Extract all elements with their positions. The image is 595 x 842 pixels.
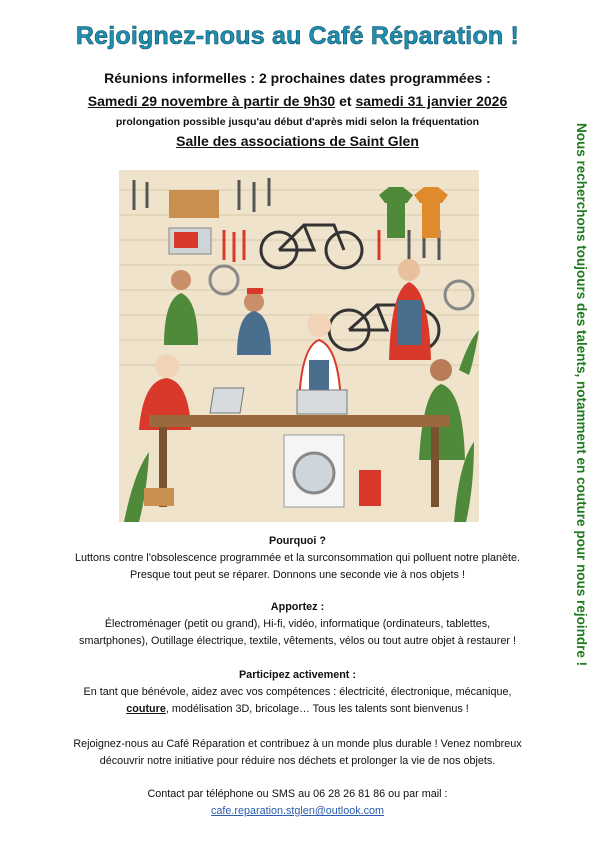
date-2: samedi 31 janvier 2026	[355, 93, 508, 109]
join-line-2: découvrir notre initiative pour réduire nos déchets et prolonger la vie de nos objets.	[99, 755, 496, 767]
venue: Salle des associations de Saint Glen	[176, 133, 419, 149]
join-section	[0, 736, 595, 770]
why-line-2: Presque tout peut se réparer. Donnons une seconde vie à nos objets !	[130, 569, 465, 581]
contact-section	[0, 786, 595, 820]
subtitle: Réunions informelles : 2 prochaines dates programmées :	[104, 70, 491, 86]
participate-line-2-rest: , modélisation 3D, bricolage… Tous les talents sont bienvenus !	[165, 703, 469, 715]
date-1: Samedi 29 novembre à partir de 9h30	[87, 93, 336, 109]
contact-line: Contact par téléphone ou SMS au 06 28 26 81 86 ou par mail :	[147, 788, 448, 800]
extension-note: prolongation possible jusqu'au début d'après midi selon la fréquentation	[115, 116, 480, 128]
bring-heading: Apportez :	[270, 601, 325, 613]
email-link[interactable]: cafe.reparation.stglen@outlook.com	[210, 805, 384, 817]
talent-recruitment-note: Nous recherchons toujours des talents, notamment en couture pour nous rejoindre !	[574, 123, 589, 667]
participate-heading: Participez activement :	[238, 669, 356, 681]
couture-highlight: couture	[126, 703, 166, 715]
why-section	[0, 533, 595, 584]
bring-section	[0, 599, 595, 650]
repair-cafe-illustration	[119, 170, 479, 522]
participate-section	[0, 667, 595, 718]
why-heading: Pourquoi ?	[269, 535, 326, 547]
dates-line	[0, 93, 595, 109]
why-line-1: Luttons contre l'obsolescence programmée et la surconsommation qui polluent notre planète.	[75, 552, 520, 564]
participate-line-1: En tant que bénévole, aidez avec vos compétences : électricité, électronique, mécanique,	[83, 686, 512, 698]
page-title: Rejoignez-nous au Café Réparation !	[75, 22, 520, 50]
bring-line-2: smartphones), Outillage électrique, textile, vêtements, vélos ou tout autre objet à restaurer !	[79, 635, 516, 647]
participate-line-2	[0, 701, 595, 718]
bring-line-1: Électroménager (petit ou grand), Hi-fi, vidéo, informatique (ordinateurs, tablettes,	[104, 618, 491, 630]
join-line-1: Rejoignez-nous au Café Réparation et contribuez à un monde plus durable ! Venez nombreux	[73, 738, 522, 750]
date-join: et	[335, 93, 356, 109]
